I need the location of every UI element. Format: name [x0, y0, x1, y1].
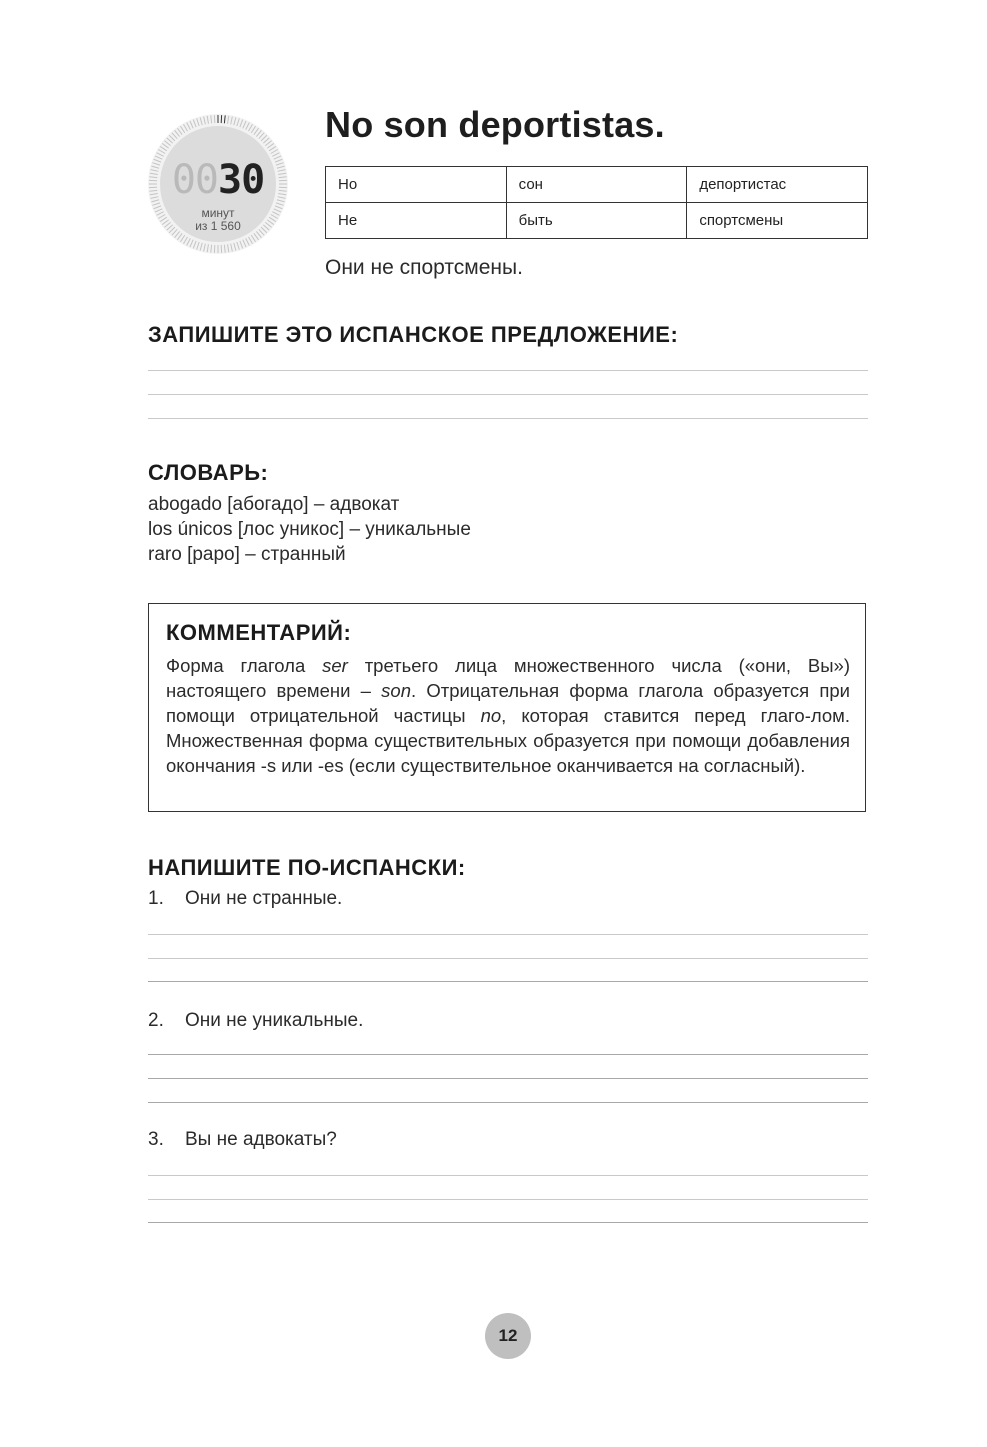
table-cell: депортистас [687, 167, 868, 203]
answer-line[interactable] [148, 1102, 868, 1103]
answer-line[interactable] [148, 1078, 868, 1079]
answer-line[interactable] [148, 1054, 868, 1055]
comment-box [148, 603, 866, 812]
table-cell: Но [326, 167, 507, 203]
timer-digits: 0030 [171, 157, 265, 203]
exercise-text: Они не странные. [185, 888, 343, 909]
timer-total: из 1 560 [195, 219, 241, 233]
answer-line[interactable] [148, 934, 868, 935]
page-title: No son deportistas. [325, 104, 665, 145]
answer-line[interactable] [148, 1199, 868, 1200]
vocab-list [148, 492, 471, 567]
vocab-heading: СЛОВАРЬ: [148, 460, 269, 485]
writing-line[interactable] [148, 370, 868, 371]
table-row [326, 167, 868, 203]
table-row [326, 203, 868, 239]
writing-line[interactable] [148, 418, 868, 419]
table-cell: быть [506, 203, 687, 239]
write-heading: ЗАПИШИТЕ ЭТО ИСПАНСКОЕ ПРЕДЛОЖЕНИЕ: [148, 322, 679, 347]
translation: Они не спортсмены. [325, 256, 523, 279]
answer-line[interactable] [148, 1222, 868, 1223]
exercise-number: 1. [148, 888, 164, 909]
answer-line[interactable] [148, 981, 868, 982]
exercise-text: Они не уникальные. [185, 1010, 364, 1031]
comment-heading: КОММЕНТАРИЙ: [166, 620, 352, 645]
answer-line[interactable] [148, 1175, 868, 1176]
table-cell: сон [506, 167, 687, 203]
vocab-item: raro [рapo] – странный [148, 544, 346, 565]
timer-badge [146, 112, 290, 256]
answer-line[interactable] [148, 958, 868, 959]
comment-text: Форма глагола ser третьего лица множественного числа («они, Вы») настоящего времени – son. Отрицательная форма глагола образуется при помощи отрицательной частицы no, которая ставится перед глаго-лом. Множественная форма существительных образуется при помощи добавления окончания -s или -es (если существительное оканчивается на согласный). [166, 655, 851, 776]
timer-caption [146, 207, 290, 233]
vocab-item: los únicos [лос уникос] – уникальные [148, 519, 471, 540]
exercise-number: 3. [148, 1129, 164, 1150]
table-cell: спортсмены [687, 203, 868, 239]
writing-line[interactable] [148, 394, 868, 395]
exercise-item [148, 888, 342, 910]
exercise-heading: НАПИШИТЕ ПО-ИСПАНСКИ: [148, 855, 466, 880]
table-cell: Не [326, 203, 507, 239]
exercise-text: Вы не адвокаты? [185, 1129, 337, 1150]
exercise-number: 2. [148, 1010, 164, 1031]
page-number: 12 [485, 1313, 531, 1359]
vocab-item: abogado [абогадо] – адвокат [148, 494, 400, 515]
exercise-item [148, 1129, 337, 1151]
exercise-item [148, 1010, 363, 1032]
timer-unit: минут [201, 206, 235, 220]
word-table [325, 166, 868, 239]
